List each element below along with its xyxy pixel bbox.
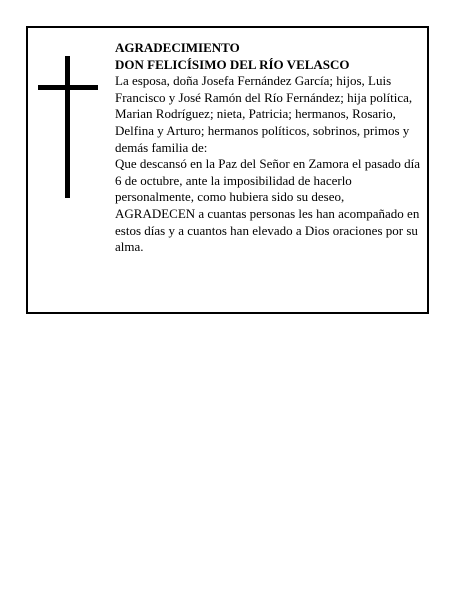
cross-horizontal-bar: [38, 85, 98, 90]
notice-heading: AGRADECIMIENTO: [115, 40, 240, 55]
thanks-message: Que descansó en la Paz del Señor en Zamora el pasado día 6 de octubre, ante la imposibilidad de hacerlo personalmente, como hubiera sido su deseo, AGRADECEN a cuantas personas les han acompañado en estos días y a cuantos han elevado a Dios oraciones por su alma.: [115, 156, 421, 255]
cross-icon: [38, 56, 98, 198]
deceased-name: DON FELICÍSIMO DEL RÍO VELASCO: [115, 56, 350, 72]
notice-text: [115, 40, 421, 256]
notice-frame: [26, 26, 429, 314]
cross-vertical-bar: [65, 56, 70, 198]
family-line: La esposa, doña Josefa Fernández García; hijos, Luis Francisco y José Ramón del Río Fernández; hija política, Marian Rodríguez; nieta, Patricia; hermanos, Rosario, Delfina y Arturo; hermanos políticos, sobrinos, primos y demás familia de:: [115, 73, 413, 155]
